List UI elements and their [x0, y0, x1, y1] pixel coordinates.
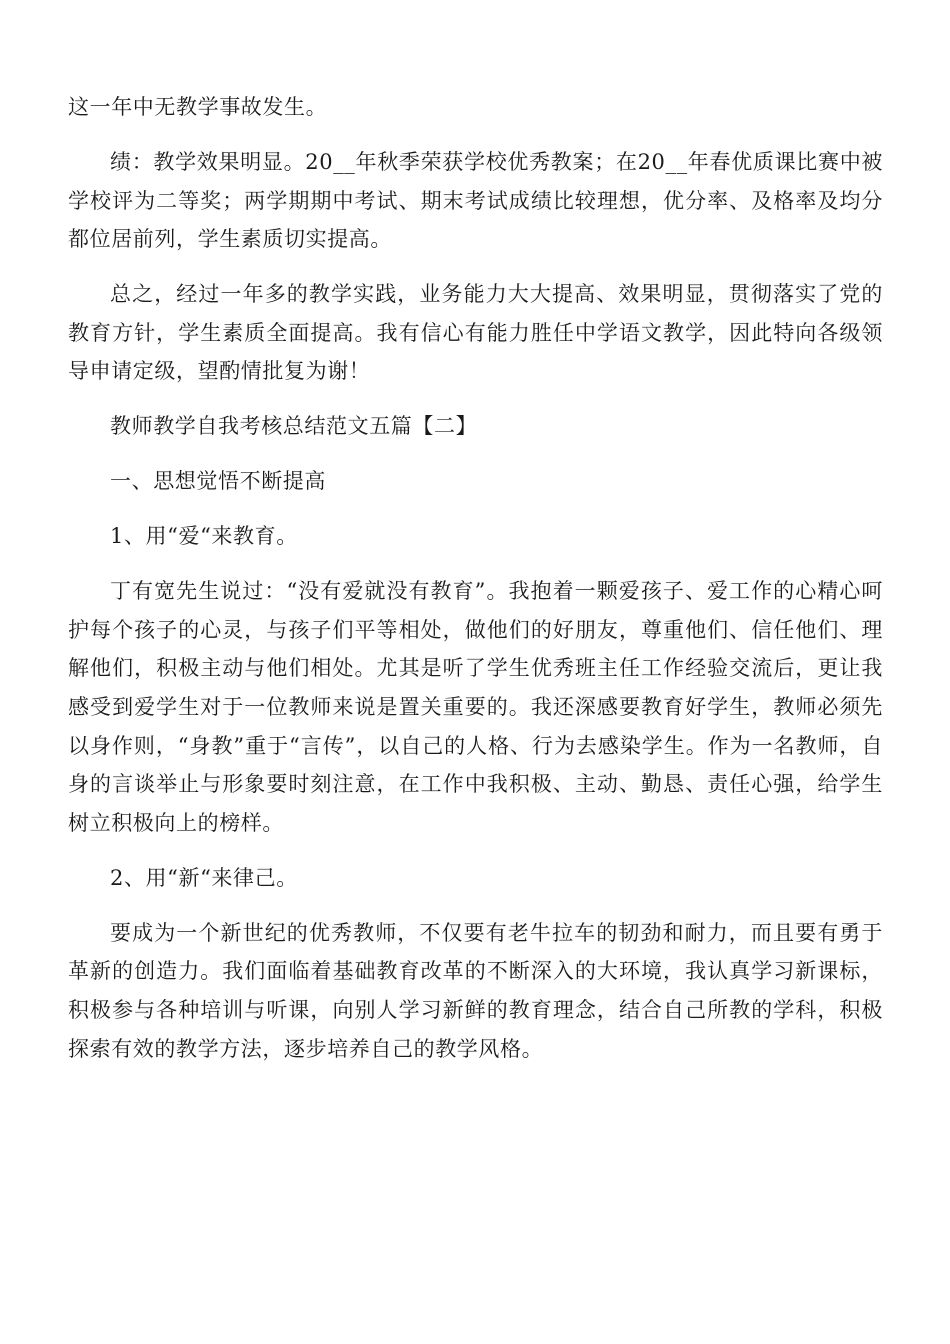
paragraph-love: 丁有宽先生说过：“没有爱就没有教育”。我抱着一颗爱孩子、爱工作的心精心呵护每个孩子的心灵，与孩子们平等相处，做他们的好朋友，尊重他们、信任他们、理解他们，积极主动与他们相处。尤其是听了学生优秀班主任工作经验交流后，更让我感受到爱学生对于一位教师来说是置关重要的。我还深感要教育好学生，教师必须先以身作则，“身教”重于“言传”，以自己的人格、行为去感染学生。作为一名教师，自身的言谈举止与形象要时刻注意，在工作中我积极、主动、勤恳、责任心强，给学生树立积极向上的榜样。: [68, 579, 883, 835]
paragraph-continuation: 这一年中无教学事故发生。: [68, 95, 328, 119]
document-page: [68, 88, 883, 1085]
paragraph-achievements: 绩：教学效果明显。20__年秋季荣获学校优秀教案；在20__年春优质课比赛中被学校评为二等奖；两学期期中考试、期末考试成绩比较理想，优分率、及格率及均分都位居前列，学生素质切实提高。: [68, 149, 883, 252]
section-title: 教师教学自我考核总结范文五篇【二】: [110, 414, 478, 439]
subsection-heading-1: 一、思想觉悟不断提高: [110, 469, 326, 494]
paragraph-new: 要成为一个新世纪的优秀教师，不仅要有老牛拉车的韧劲和耐力，而且要有勇于革新的创造力。我们面临着基础教育改革的不断深入的大环境，我认真学习新课标，积极参与各种培训与听课，向别人学习新鲜的教育理念，结合自己所教的学科，积极探索有效的教学方法，逐步培养自己的教学风格。: [68, 920, 883, 1061]
item-heading-love: 1、用“爱“来教育。: [110, 524, 298, 549]
item-heading-new: 2、用“新“来律己。: [110, 865, 298, 890]
paragraph-conclusion: 总之，经过一年多的教学实践，业务能力大大提高、效果明显，贯彻落实了党的教育方针，学生素质全面提高。我有信心有能力胜任中学语文教学，因此特向各级领导申请定级，望酌情批复为谢！: [68, 282, 883, 384]
